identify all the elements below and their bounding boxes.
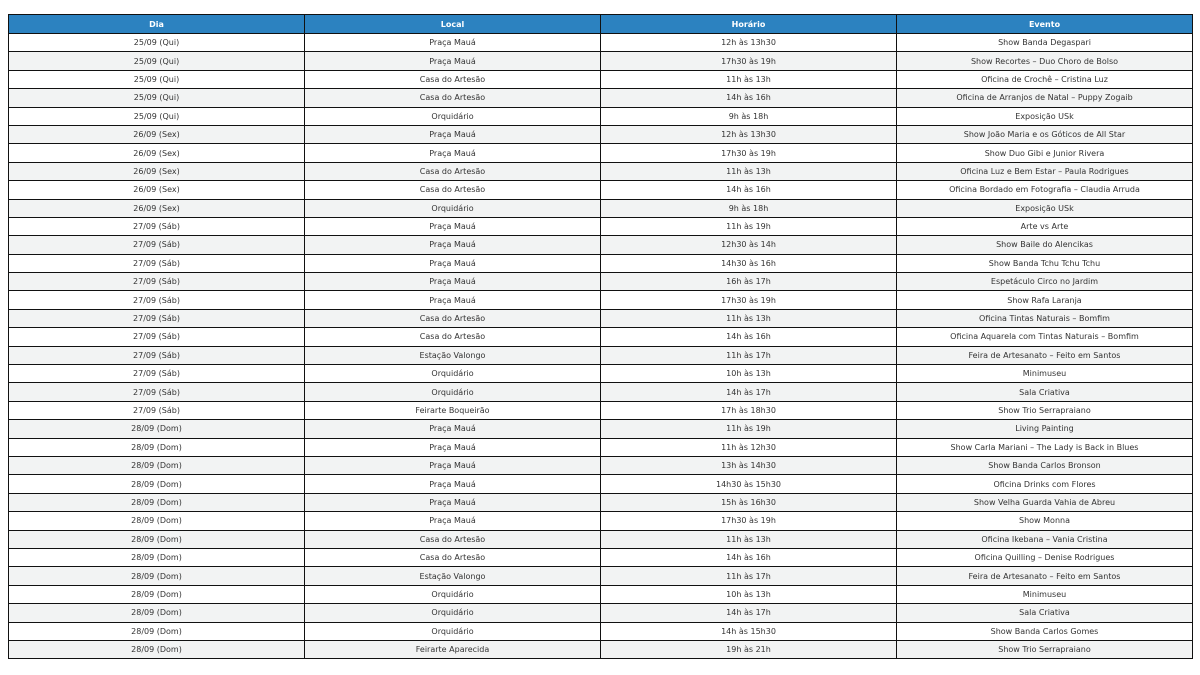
cell-dia: 28/09 (Dom) [9,585,305,603]
cell-local: Estação Valongo [305,567,601,585]
cell-local: Orquidário [305,383,601,401]
cell-dia: 26/09 (Sex) [9,162,305,180]
cell-horario: 11h às 13h [601,162,897,180]
cell-dia: 27/09 (Sáb) [9,254,305,272]
table-row [9,309,1193,327]
cell-horario: 11h às 19h [601,217,897,235]
cell-evento: Oficina Luz e Bem Estar – Paula Rodrigues [897,162,1193,180]
cell-horario: 15h às 16h30 [601,493,897,511]
cell-evento: Sala Criativa [897,604,1193,622]
cell-evento: Show João Maria e os Góticos de All Star [897,125,1193,143]
cell-horario: 16h às 17h [601,273,897,291]
cell-evento: Exposição USk [897,199,1193,217]
cell-horario: 17h30 às 19h [601,291,897,309]
table-row [9,493,1193,511]
table-row [9,291,1193,309]
cell-dia: 27/09 (Sáb) [9,236,305,254]
cell-evento: Show Rafa Laranja [897,291,1193,309]
cell-local: Praça Mauá [305,493,601,511]
table-row [9,34,1193,52]
table-row [9,548,1193,566]
cell-local: Orquidário [305,622,601,640]
cell-horario: 14h às 15h30 [601,622,897,640]
cell-dia: 27/09 (Sáb) [9,273,305,291]
table-row [9,162,1193,180]
cell-horario: 12h30 às 14h [601,236,897,254]
table-row [9,346,1193,364]
table-row [9,107,1193,125]
cell-local: Feirarte Boqueirão [305,401,601,419]
cell-evento: Show Duo Gibi e Junior Rivera [897,144,1193,162]
cell-dia: 27/09 (Sáb) [9,217,305,235]
cell-local: Praça Mauá [305,254,601,272]
table-row [9,273,1193,291]
cell-local: Praça Mauá [305,420,601,438]
cell-local: Praça Mauá [305,456,601,474]
table-row [9,89,1193,107]
cell-dia: 26/09 (Sex) [9,144,305,162]
table-row [9,567,1193,585]
table-row [9,530,1193,548]
cell-dia: 27/09 (Sáb) [9,346,305,364]
cell-horario: 11h às 13h [601,309,897,327]
cell-local: Casa do Artesão [305,70,601,88]
cell-horario: 13h às 14h30 [601,456,897,474]
cell-horario: 19h às 21h [601,640,897,658]
cell-evento: Arte vs Arte [897,217,1193,235]
table-row [9,144,1193,162]
cell-horario: 11h às 17h [601,346,897,364]
table-row [9,622,1193,640]
table-body [9,34,1193,659]
cell-evento: Show Trio Serrapraiano [897,401,1193,419]
cell-dia: 28/09 (Dom) [9,530,305,548]
cell-local: Praça Mauá [305,125,601,143]
cell-local: Praça Mauá [305,217,601,235]
cell-dia: 25/09 (Qui) [9,70,305,88]
cell-evento: Exposição USk [897,107,1193,125]
cell-dia: 28/09 (Dom) [9,622,305,640]
cell-evento: Living Painting [897,420,1193,438]
cell-dia: 25/09 (Qui) [9,34,305,52]
cell-dia: 27/09 (Sáb) [9,291,305,309]
cell-evento: Oficina Quilling – Denise Rodrigues [897,548,1193,566]
cell-dia: 26/09 (Sex) [9,125,305,143]
schedule-table [8,14,1193,659]
cell-local: Praça Mauá [305,34,601,52]
cell-local: Orquidário [305,199,601,217]
table-row [9,254,1193,272]
table-row [9,383,1193,401]
table-row [9,199,1193,217]
table-row [9,70,1193,88]
schedule-table-container [8,14,1192,659]
cell-horario: 17h30 às 19h [601,512,897,530]
cell-dia: 28/09 (Dom) [9,567,305,585]
header-row [9,15,1193,34]
cell-horario: 14h às 16h [601,548,897,566]
cell-local: Praça Mauá [305,144,601,162]
cell-evento: Show Velha Guarda Vahia de Abreu [897,493,1193,511]
cell-evento: Oficina Bordado em Fotografia – Claudia Arruda [897,181,1193,199]
cell-local: Estação Valongo [305,346,601,364]
cell-horario: 14h às 16h [601,328,897,346]
cell-evento: Show Recortes – Duo Choro de Bolso [897,52,1193,70]
cell-horario: 14h30 às 15h30 [601,475,897,493]
table-row [9,401,1193,419]
table-row [9,438,1193,456]
cell-local: Praça Mauá [305,273,601,291]
cell-evento: Oficina Tintas Naturais – Bomfim [897,309,1193,327]
cell-horario: 17h30 às 19h [601,144,897,162]
cell-evento: Oficina Ikebana – Vania Cristina [897,530,1193,548]
cell-dia: 28/09 (Dom) [9,548,305,566]
cell-local: Casa do Artesão [305,328,601,346]
cell-evento: Show Trio Serrapraiano [897,640,1193,658]
cell-evento: Sala Criativa [897,383,1193,401]
cell-local: Praça Mauá [305,438,601,456]
cell-local: Casa do Artesão [305,548,601,566]
cell-evento: Show Carla Mariani – The Lady is Back in Blues [897,438,1193,456]
cell-evento: Minimuseu [897,585,1193,603]
cell-horario: 11h às 17h [601,567,897,585]
cell-dia: 28/09 (Dom) [9,604,305,622]
cell-horario: 12h às 13h30 [601,125,897,143]
cell-local: Casa do Artesão [305,89,601,107]
cell-horario: 14h às 16h [601,181,897,199]
cell-local: Orquidário [305,585,601,603]
table-row [9,475,1193,493]
cell-evento: Minimuseu [897,365,1193,383]
cell-local: Praça Mauá [305,475,601,493]
table-row [9,585,1193,603]
cell-horario: 14h30 às 16h [601,254,897,272]
column-header-local: Local [305,15,601,34]
table-row [9,217,1193,235]
cell-dia: 28/09 (Dom) [9,640,305,658]
cell-horario: 14h às 17h [601,604,897,622]
cell-dia: 25/09 (Qui) [9,107,305,125]
cell-dia: 28/09 (Dom) [9,475,305,493]
cell-local: Casa do Artesão [305,530,601,548]
cell-evento: Show Baile do Alencikas [897,236,1193,254]
cell-horario: 9h às 18h [601,199,897,217]
cell-horario: 10h às 13h [601,585,897,603]
cell-local: Casa do Artesão [305,162,601,180]
table-row [9,125,1193,143]
cell-dia: 27/09 (Sáb) [9,328,305,346]
column-header-dia: Dia [9,15,305,34]
cell-local: Praça Mauá [305,291,601,309]
cell-horario: 11h às 19h [601,420,897,438]
cell-evento: Feira de Artesanato – Feito em Santos [897,567,1193,585]
cell-horario: 17h às 18h30 [601,401,897,419]
table-row [9,52,1193,70]
cell-evento: Oficina Aquarela com Tintas Naturais – Bomfim [897,328,1193,346]
cell-local: Casa do Artesão [305,309,601,327]
cell-horario: 11h às 13h [601,70,897,88]
column-header-evento: Evento [897,15,1193,34]
table-row [9,236,1193,254]
cell-local: Praça Mauá [305,52,601,70]
cell-evento: Show Banda Tchu Tchu Tchu [897,254,1193,272]
cell-horario: 10h às 13h [601,365,897,383]
table-row [9,365,1193,383]
table-row [9,604,1193,622]
cell-dia: 27/09 (Sáb) [9,365,305,383]
cell-local: Praça Mauá [305,512,601,530]
cell-horario: 14h às 16h [601,89,897,107]
cell-horario: 12h às 13h30 [601,34,897,52]
cell-evento: Oficina de Arranjos de Natal – Puppy Zogaib [897,89,1193,107]
cell-local: Feirarte Aparecida [305,640,601,658]
cell-dia: 27/09 (Sáb) [9,401,305,419]
cell-evento: Show Banda Degaspari [897,34,1193,52]
cell-dia: 27/09 (Sáb) [9,383,305,401]
cell-dia: 28/09 (Dom) [9,438,305,456]
cell-horario: 9h às 18h [601,107,897,125]
table-row [9,512,1193,530]
cell-evento: Espetáculo Circo no Jardim [897,273,1193,291]
cell-dia: 26/09 (Sex) [9,181,305,199]
table-header [9,15,1193,34]
cell-evento: Feira de Artesanato – Feito em Santos [897,346,1193,364]
cell-horario: 17h30 às 19h [601,52,897,70]
cell-evento: Show Banda Carlos Gomes [897,622,1193,640]
cell-local: Orquidário [305,604,601,622]
cell-evento: Show Banda Carlos Bronson [897,456,1193,474]
cell-dia: 25/09 (Qui) [9,89,305,107]
cell-evento: Show Monna [897,512,1193,530]
cell-local: Orquidário [305,365,601,383]
table-row [9,328,1193,346]
table-row [9,181,1193,199]
cell-dia: 28/09 (Dom) [9,420,305,438]
cell-local: Praça Mauá [305,236,601,254]
cell-local: Casa do Artesão [305,181,601,199]
cell-dia: 28/09 (Dom) [9,512,305,530]
cell-horario: 11h às 12h30 [601,438,897,456]
cell-dia: 27/09 (Sáb) [9,309,305,327]
cell-local: Orquidário [305,107,601,125]
cell-dia: 26/09 (Sex) [9,199,305,217]
cell-dia: 28/09 (Dom) [9,493,305,511]
table-row [9,456,1193,474]
table-row [9,640,1193,658]
cell-dia: 28/09 (Dom) [9,456,305,474]
column-header-horario: Horário [601,15,897,34]
cell-evento: Oficina de Crochê – Cristina Luz [897,70,1193,88]
cell-horario: 11h às 13h [601,530,897,548]
cell-evento: Oficina Drinks com Flores [897,475,1193,493]
cell-horario: 14h às 17h [601,383,897,401]
table-row [9,420,1193,438]
cell-dia: 25/09 (Qui) [9,52,305,70]
